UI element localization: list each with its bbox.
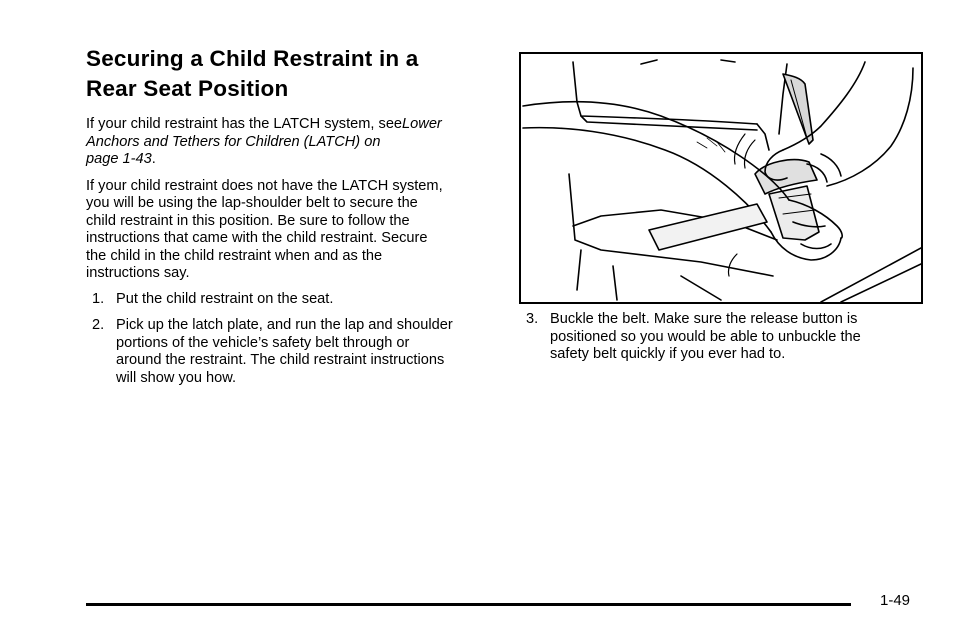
step-item-3 (520, 311, 920, 364)
intro-prefix: If your child restraint has the LATCH system, see (86, 116, 403, 132)
step-text: Put the child restraint on the seat. (116, 290, 334, 307)
steps-list-continued (520, 311, 920, 364)
step-number: 2. (92, 317, 105, 333)
step-text: Pick up the latch plate, and run the lap and shoulder portions of the vehicle’s safety belt through or around the restraint. The child restraint instructions will show you how. (116, 317, 453, 386)
step-number: 1. (92, 290, 105, 307)
intro-suffix: . (151, 151, 156, 167)
left-column (86, 44, 494, 396)
no-latch-paragraph: If your child restraint does not have the LATCH system, you will be using the lap-shoulder belt to secure the child restraint in this position. Be sure to follow the instructions that came with the child restraint. Secure the child in the child restraint when and as the instructions say. (86, 177, 443, 281)
right-column (520, 311, 920, 373)
page-number: 1-49 (880, 592, 911, 609)
step-number: 3. (526, 311, 539, 327)
seat-belt-illustration (519, 52, 923, 304)
latch-reference-link[interactable]: Lower Anchors and Tethers for Children (LATCH) on page 1-43 (86, 116, 442, 167)
section-heading (86, 44, 494, 104)
buckling-belt-drawing (521, 54, 921, 302)
steps-list (86, 291, 494, 388)
step-item-1 (86, 291, 494, 309)
heading-line-2: Rear Seat Position (86, 76, 289, 101)
step-text: Buckle the belt. Make sure the release button is positioned so you would be able to unbuckle the safety belt quickly if you ever had to. (550, 311, 861, 362)
heading-line-1: Securing a Child Restraint in a (86, 46, 419, 71)
intro-paragraph (86, 116, 494, 169)
step-item-2 (86, 317, 494, 387)
footer-divider (86, 603, 851, 606)
